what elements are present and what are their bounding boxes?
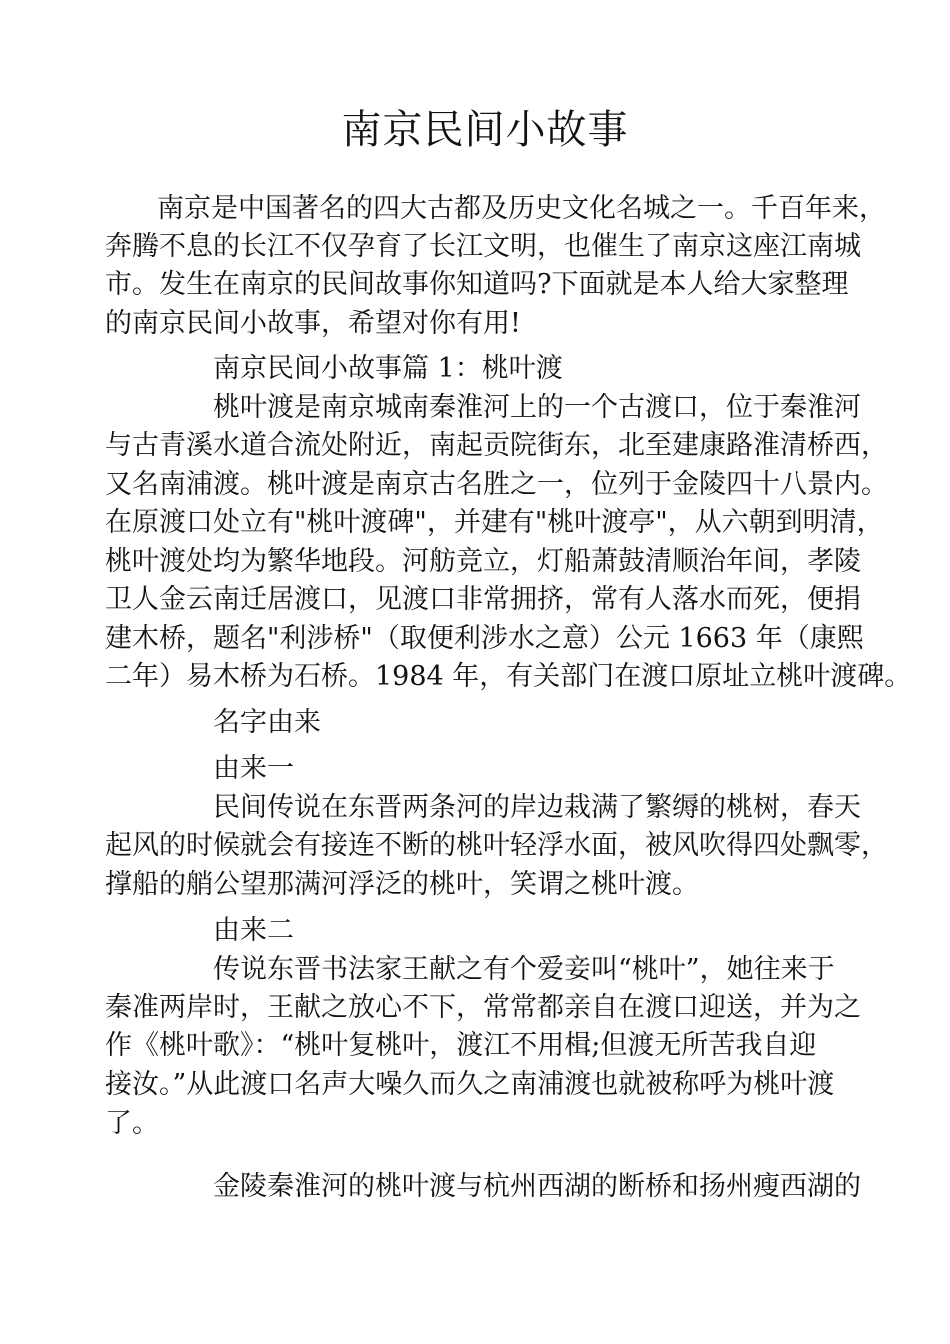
paragraph-line: 起风的时候就会有接连不断的桃叶轻浮水面，被风吹得四处飘零，: [105, 830, 888, 861]
section-heading: 南京民间小故事篇 1：桃叶渡: [213, 353, 563, 384]
paragraph-line: 市。发生在南京的民间故事你知道吗?下面就是本人给大家整理: [105, 269, 849, 300]
paragraph-line: 南京是中国著名的四大古都及历史文化名城之一。千百年来，: [157, 193, 886, 224]
paragraph-line: 二年）易木桥为石桥。1984 年，有关部门在渡口原址立桃叶渡碑。: [105, 661, 912, 692]
paragraph-line: 接汝。”从此渡口名声大噪久而久之南浦渡也就被称呼为桃叶渡: [105, 1069, 835, 1100]
paragraph-line: 桃叶渡是南京城南秦淮河上的一个古渡口，位于秦淮河: [213, 392, 861, 423]
subheading: 名字由来: [213, 707, 321, 738]
subheading: 由来一: [213, 753, 294, 784]
paragraph-line: 秦准两岸时，王献之放心不下，常常都亲自在渡口迎送，并为之: [105, 992, 861, 1023]
paragraph-line: 民间传说在东晋两条河的岸边栽满了繁缛的桃树，春天: [213, 792, 861, 823]
paragraph-line: 撑船的艄公望那满河浮泛的桃叶，笑谓之桃叶渡。: [105, 869, 699, 900]
subheading: 由来二: [213, 915, 294, 946]
paragraph-line: 作《桃叶歌》：“桃叶复桃叶，渡江不用楫;但渡无所苦我自迎: [105, 1030, 817, 1061]
paragraph-line: 传说东晋书法家王献之有个爱妾叫“桃叶”，她往来于: [213, 954, 835, 985]
paragraph-line: 与古青溪水道合流处附近，南起贡院街东，北至建康路淮清桥西，: [105, 430, 888, 461]
paragraph-line: 卫人金云南迁居渡口，见渡口非常拥挤，常有人落水而死，便捐: [105, 584, 861, 615]
paragraph-line: 又名南浦渡。桃叶渡是南京古名胜之一，位列于金陵四十八景内。: [105, 469, 888, 500]
paragraph-line: 的南京民间小故事，希望对你有用!: [105, 308, 521, 339]
paragraph-line: 建木桥，题名"利涉桥"（取便利涉水之意）公元 1663 年（康熙: [105, 623, 864, 654]
paragraph-line: 金陵秦淮河的桃叶渡与杭州西湖的断桥和扬州瘦西湖的: [213, 1171, 861, 1202]
paragraph-line: 了。: [105, 1108, 159, 1139]
paragraph-line: 在原渡口处立有"桃叶渡碑"，并建有"桃叶渡亭"，从六朝到明清，: [105, 507, 884, 538]
paragraph-line: 奔腾不息的长江不仅孕育了长江文明，也催生了南京这座江南城: [105, 231, 861, 262]
paragraph-line: 桃叶渡处均为繁华地段。河舫竞立，灯船萧鼓清顺治年间，孝陵: [105, 546, 861, 577]
document-title: 南京民间小故事: [341, 107, 629, 153]
